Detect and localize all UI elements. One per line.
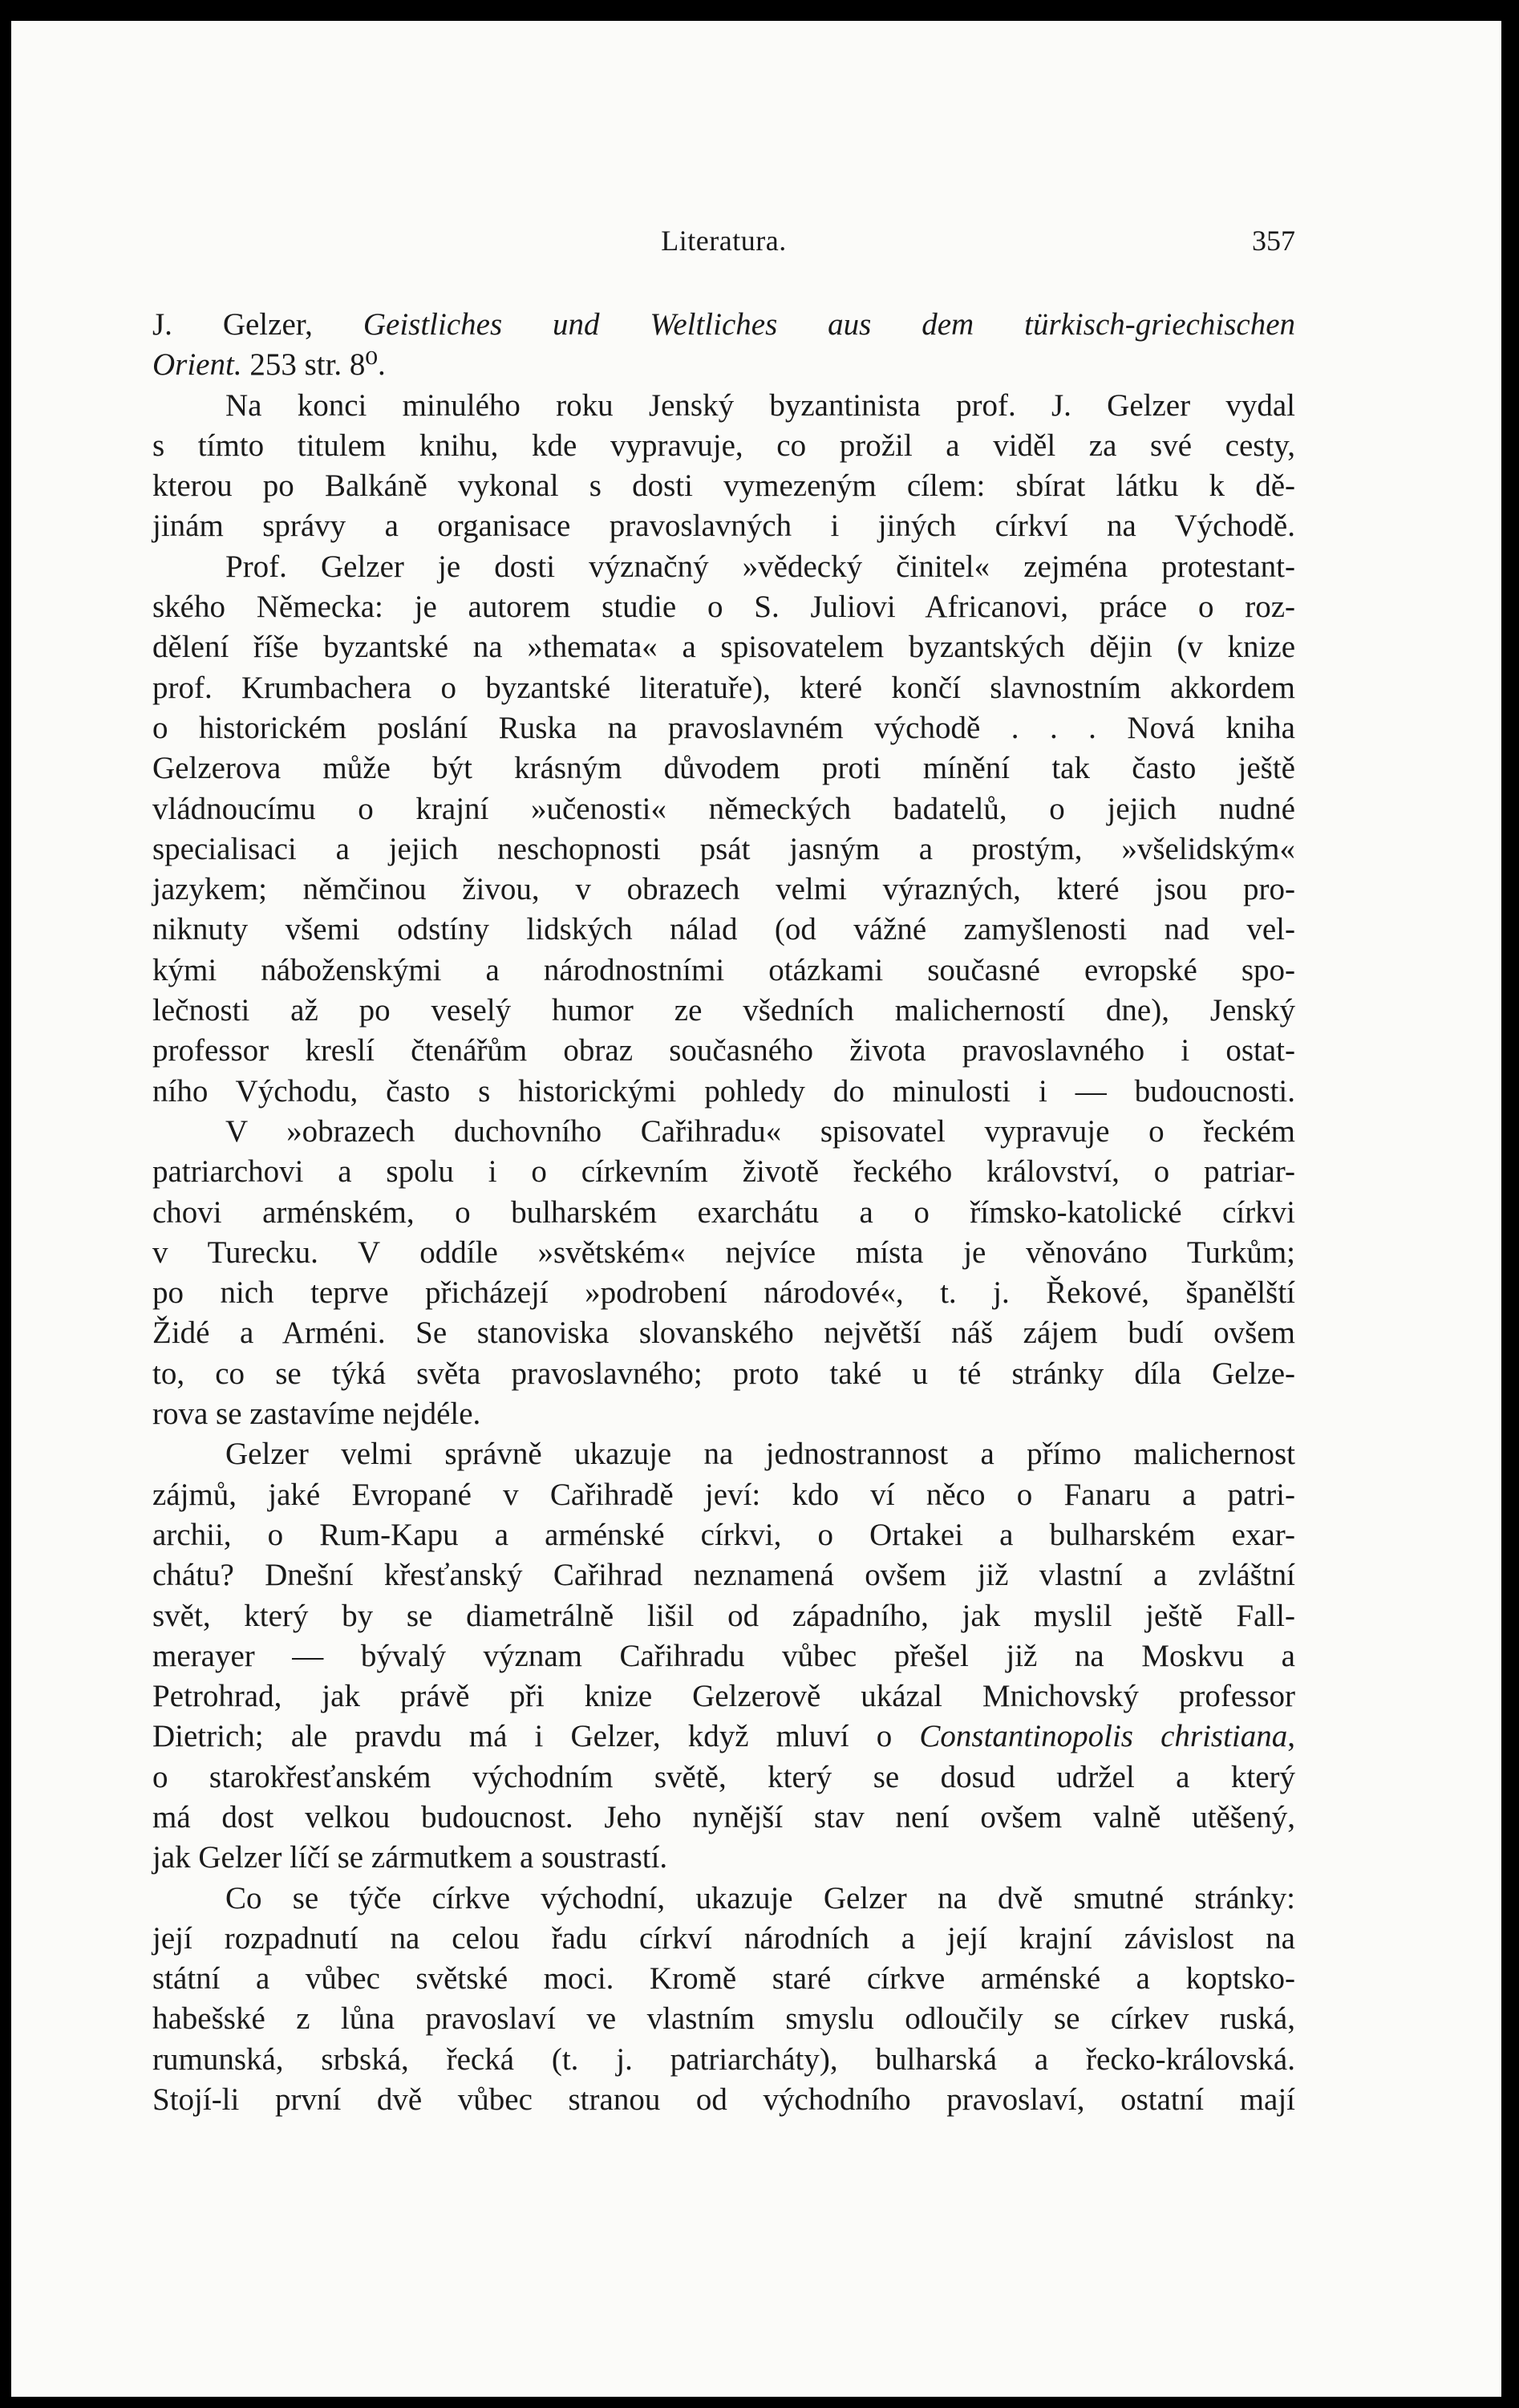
entry-title-part-1: Geistliches und Weltliches aus dem türkisch-griechischen (363, 307, 1296, 342)
text-line: Židé a Arméni. Se stanoviska slovanského největší náš zájem budí ovšem (152, 1315, 1295, 1351)
text-line: to, co se týká světa pravoslavného; proto také u té stránky díla Gelze- (152, 1356, 1295, 1391)
text-line: Gelzer velmi správně ukazuje na jednostrannost a přímo malichernost (225, 1437, 1295, 1472)
text-line: o historickém poslání Ruska na pravoslavném východě . . . Nová kniha (152, 710, 1295, 745)
text-line: lečnosti až po veselý humor ze všedních malicherností dne), Jenský (152, 993, 1295, 1028)
text-line: jazykem; němčinou živou, v obrazech velmi výrazných, které jsou pro- (152, 872, 1295, 907)
text-line: chovi arménském, o bulharském exarchátu a o římsko-katolické církvi (152, 1194, 1295, 1230)
text-line: merayer — bývalý význam Cařihradu vůbec přešel již na Moskvu a (152, 1638, 1295, 1673)
entry-title-part-2: Orient. (152, 347, 242, 383)
running-title: Literatura. (661, 225, 787, 257)
text-line: chátu? Dnešní křesťanský Cařihrad neznamená ovšem již vlastní a zvláštní (152, 1558, 1295, 1593)
text-line: Petrohrad, jak právě při knize Gelzerově ukázal Mnichovský professor (152, 1679, 1295, 1714)
entry-heading-line-2 (152, 345, 1295, 385)
running-header (152, 221, 1295, 261)
text-line: niknuty všemi odstíny lidských nálad (od vážné zamyšlenosti nad vel- (152, 912, 1295, 947)
text-line: jinám správy a organisace pravoslavných i jiných církví na Východě. (152, 509, 1295, 544)
text-line: Co se týče církve východní, ukazuje Gelzer na dvě smutné stránky: (225, 1880, 1295, 1915)
text-line: Gelzerova může být krásným důvodem proti mínění tak často ještě (152, 751, 1295, 786)
entry-heading-line-1 (152, 305, 1295, 345)
italic-title: Constantinopolis christiana (919, 1719, 1288, 1754)
text-line: jak Gelzer líčí se zármutkem a soustrastí. (152, 1840, 668, 1875)
text-line: Prof. Gelzer je dosti význačný »vědecký činitel« zejména protestant- (225, 549, 1295, 584)
text-line: po nich teprve přicházejí »podrobení národové«, t. j. Řekové, španělští (152, 1275, 1295, 1311)
text-line: dělení říše byzantské na »themata« a spisovatelem byzantských dějin (v knize (152, 630, 1295, 665)
text-line: vládnoucímu o krajní »učenosti« německých badatelů, o jejich nudné (152, 791, 1295, 826)
text-line: svět, který by se diametrálně lišil od západního, jak myslil ještě Fall- (152, 1598, 1295, 1633)
text-line: Stojí-li první dvě vůbec stranou od východního pravoslaví, ostatní mají (152, 2082, 1295, 2118)
entry-details: 253 str. 8⁰. (249, 347, 386, 383)
entry-author: J. Gelzer, (152, 307, 313, 342)
text-line: o starokřesťanském východním světě, který se dosud udržel a který (152, 1759, 1295, 1794)
text-line: její rozpadnutí na celou řadu církví národních a její krajní závislost na (152, 1920, 1295, 1956)
text-line: státní a vůbec světské moci. Kromě staré církve arménské a koptsko- (152, 1961, 1295, 1997)
text-line: ského Německa: je autorem studie o S. Juliovi Africanovi, práce o roz- (152, 590, 1295, 625)
review-text (152, 305, 1295, 2120)
text-line: Na konci minulého roku Jenský byzantinista prof. J. Gelzer vydal (225, 387, 1295, 423)
text-line: habešské z lůna pravoslaví ve vlastním smyslu odloučily se církev ruská, (152, 2001, 1295, 2037)
text-line: kterou po Balkáně vykonal s dosti vymezeným cílem: sbírat látku k dě- (152, 468, 1295, 504)
text-line: s tímto titulem knihu, kde vypravuje, co prožil a viděl za své cesty, (152, 428, 1295, 463)
text-line: Dietrich; ale pravdu má i Gelzer, když mluví o Constantinopolis christiana, (152, 1719, 1295, 1754)
text-line: specialisaci a jejich neschopnosti psát jasným a prostým, »všelidským« (152, 831, 1295, 866)
text-line: zájmů, jaké Evropané v Cařihradě jeví: kdo ví něco o Fanaru a patri- (152, 1477, 1295, 1512)
text-line: archii, o Rum-Kapu a arménské církvi, o Ortakei a bulharském exar- (152, 1517, 1295, 1552)
text-line: ního Východu, často s historickými pohledy do minulosti i — budoucnosti. (152, 1073, 1295, 1109)
text-line: professor kreslí čtenářům obraz současného života pravoslavného i ostat- (152, 1033, 1295, 1068)
text-line: rova se zastavíme nejdéle. (152, 1397, 481, 1432)
text-line: má dost velkou budoucnost. Jeho nynější stav není ovšem valně utěšený, (152, 1799, 1295, 1834)
text-line: V »obrazech duchovního Cařihradu« spisovatel vypravuje o řeckém (225, 1113, 1295, 1149)
text-line: rumunská, srbská, řecká (t. j. patriarcháty), bulharská a řecko-královská. (152, 2041, 1295, 2077)
text-line: v Turecku. V oddíle »světském« nejvíce místa je věnováno Turkům; (152, 1234, 1295, 1270)
text-line: prof. Krumbachera o byzantské literatuře), které končí slavnostním akkordem (152, 670, 1295, 705)
page-number: 357 (1252, 225, 1295, 257)
text-line: patriarchovi a spolu i o církevním životě řeckého království, o patriar- (152, 1154, 1295, 1190)
text-line: kými náboženskými a národnostními otázkami současné evropské spo- (152, 952, 1295, 987)
